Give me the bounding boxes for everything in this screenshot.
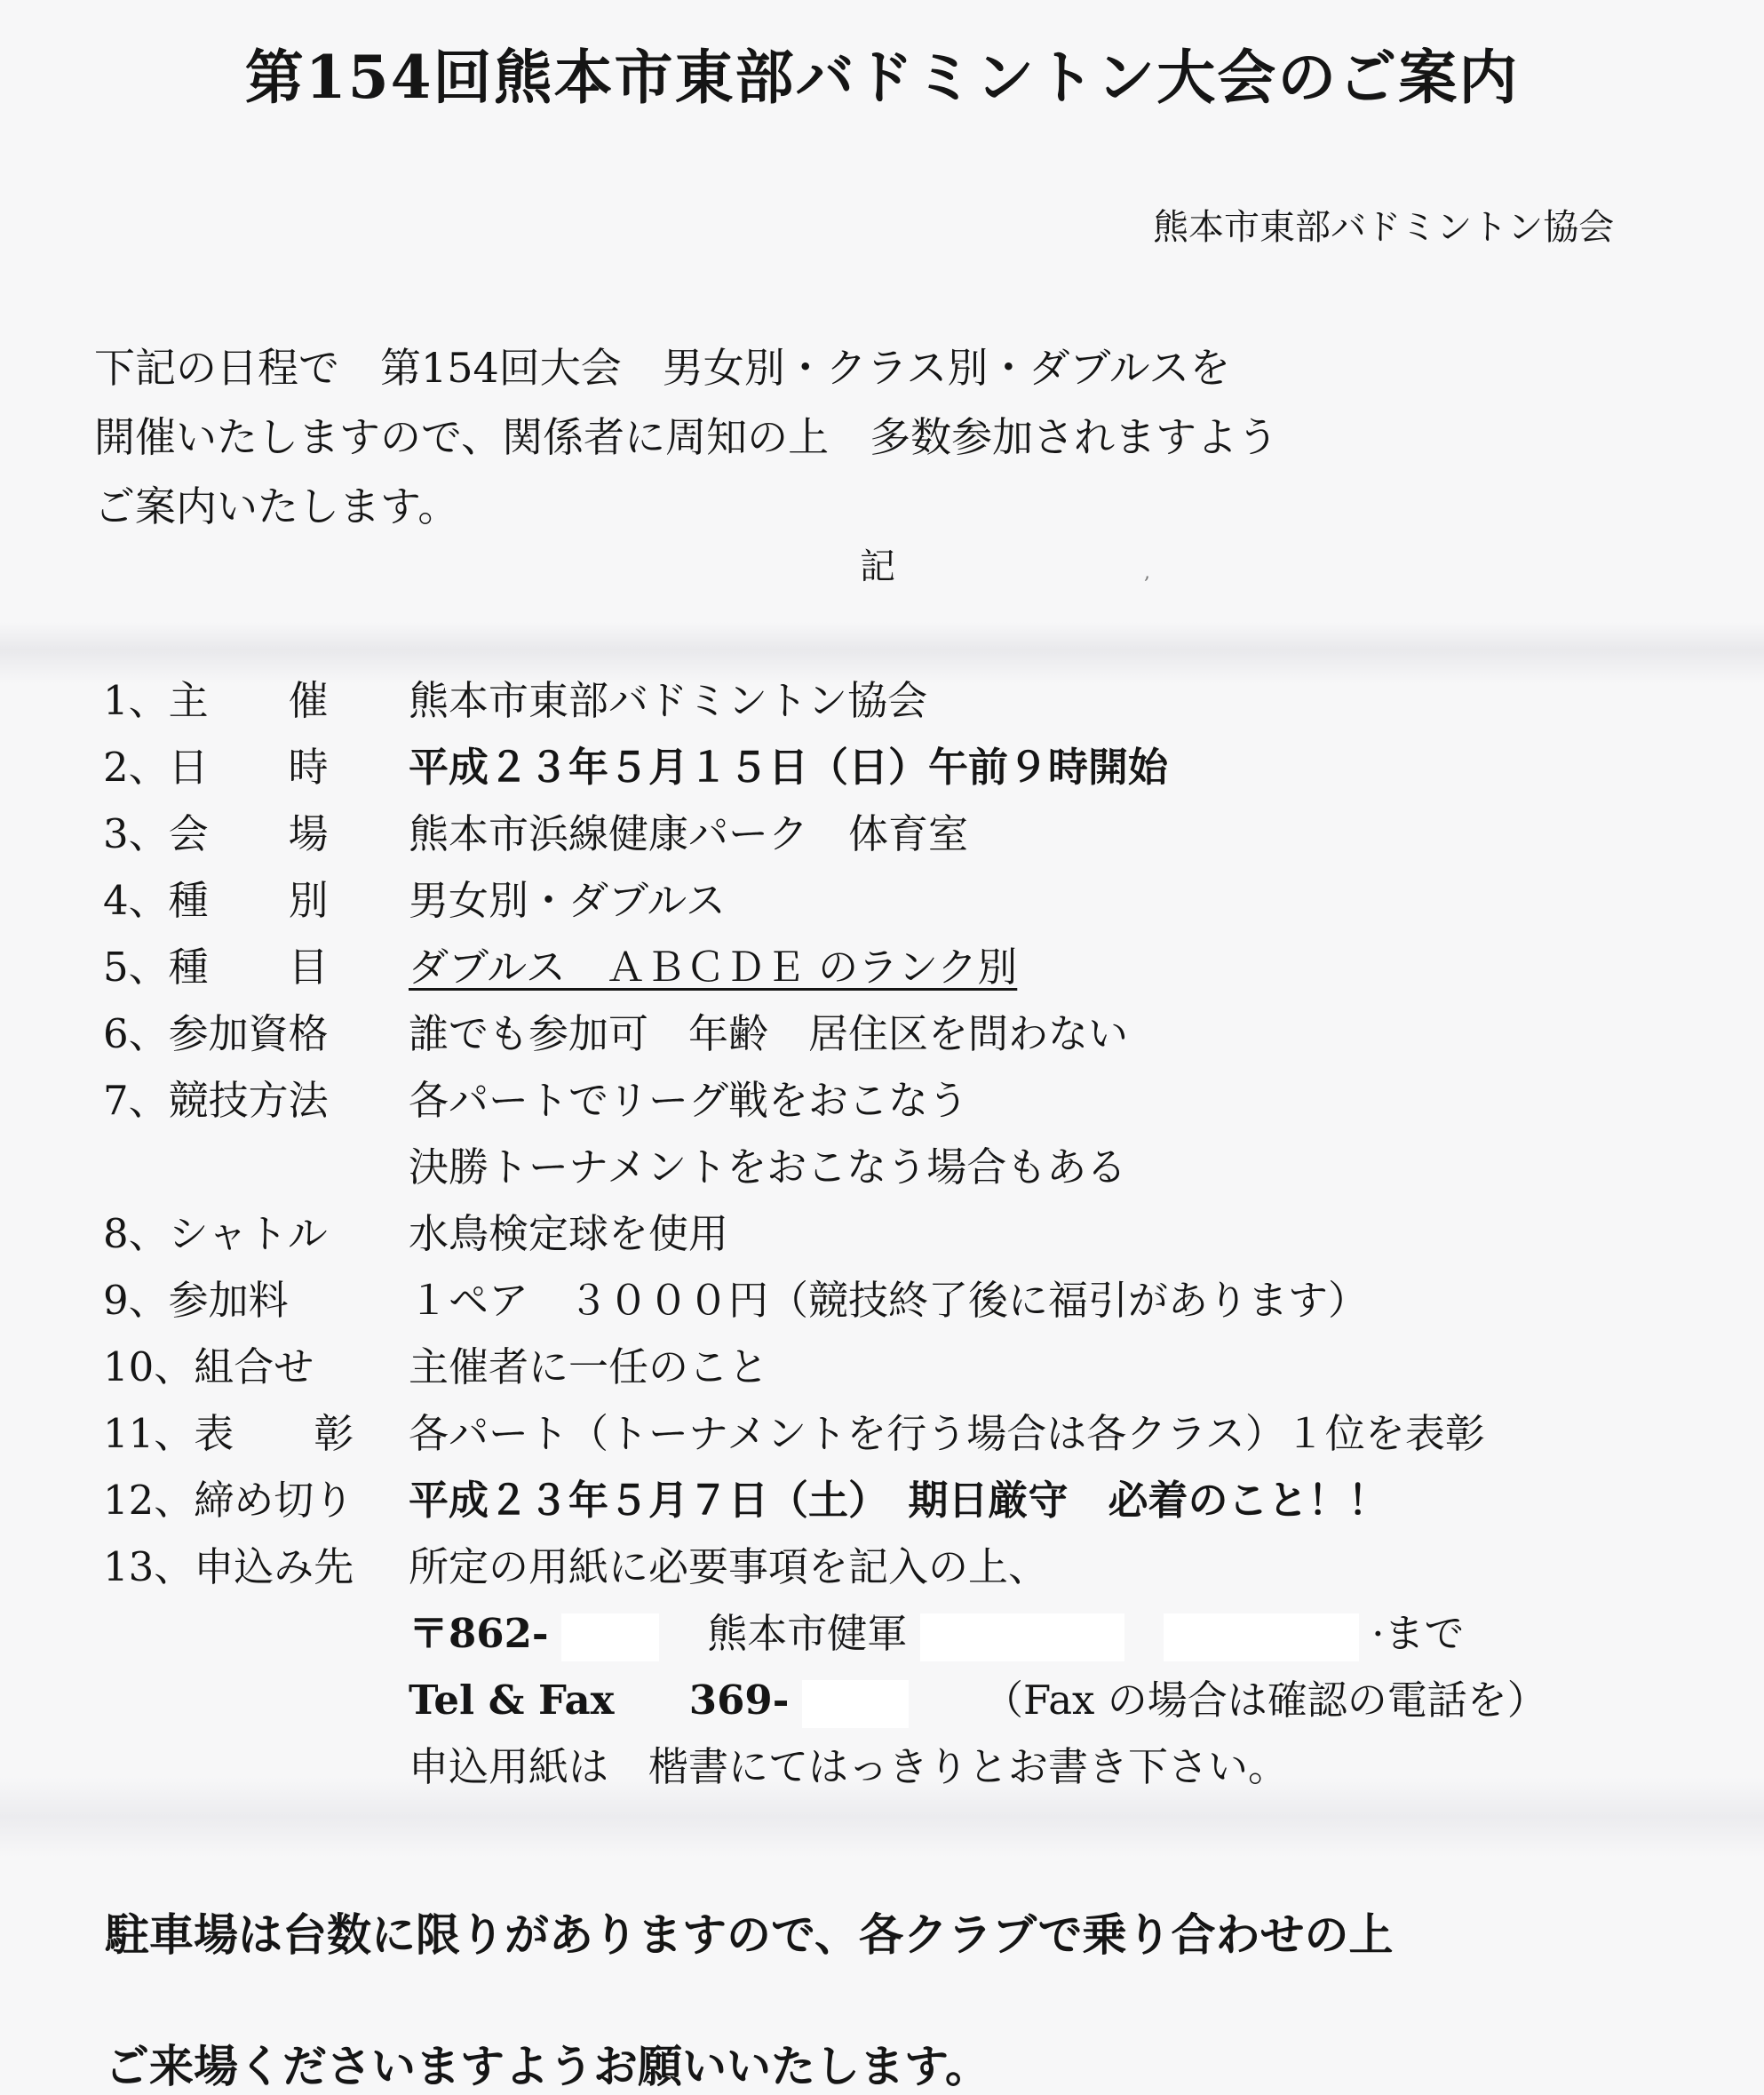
item-value: 男女別・ダブルス	[409, 877, 726, 924]
item-label: 8、シャトル	[103, 1210, 328, 1257]
redacted-block	[802, 1680, 909, 1728]
intro-line: 開催いたしますので、関係者に周知の上 多数参加されますよう	[94, 413, 1279, 461]
item-label: 5、種 目	[103, 944, 329, 991]
item-value: 水鳥検定球を使用	[409, 1210, 729, 1257]
item-label: 2、日 時	[103, 744, 329, 791]
tel-prefix: 369-	[688, 1677, 790, 1724]
item-label: 6、参加資格	[103, 1010, 329, 1057]
list-item	[103, 1534, 1702, 1601]
item-value: 平成２３年５月７日（土） 期日厳守 必着のこと！！	[409, 1477, 1388, 1524]
item-value: 平成２３年５月１５日（日）午前９時開始	[409, 744, 1169, 791]
redacted-block	[561, 1613, 659, 1661]
address-suffix: ·まで	[1371, 1610, 1465, 1657]
item-label: 1、主 催	[103, 677, 329, 724]
address-city: 熊本市健軍	[707, 1610, 908, 1657]
item-label: 7、競技方法	[103, 1077, 329, 1124]
list-item	[103, 1468, 1702, 1534]
page-title: 第154回熊本市東部バドミントン大会のご案内	[244, 43, 1520, 112]
item-value: 各パートでリーグ戦をおこなう	[409, 1077, 969, 1124]
item-value: ダブルス ＡＢＣＤＥ のランク別	[409, 944, 1018, 991]
item-value: 各パート（トーナメントを行う場合は各クラス）１位を表彰	[409, 1410, 1485, 1457]
list-item	[103, 868, 1702, 935]
address-line	[103, 1601, 1702, 1668]
item-label: 3、会 場	[103, 810, 329, 857]
item-label: 13、申込み先	[103, 1543, 354, 1590]
intro-paragraph	[94, 333, 1278, 541]
list-item	[103, 801, 1702, 868]
list-item	[103, 1201, 1702, 1268]
item-value: 主催者に一任のこと	[409, 1343, 769, 1390]
organizer-name: 熊本市東部バドミントン協会	[1153, 207, 1615, 248]
item-value: 熊本市東部バドミントン協会	[409, 677, 928, 724]
list-item	[103, 1401, 1702, 1468]
redacted-block	[920, 1613, 1124, 1661]
item-label: 4、種 別	[103, 877, 329, 924]
redacted-block	[1164, 1613, 1359, 1661]
list-item	[103, 668, 1702, 735]
list-item	[103, 935, 1702, 1001]
tel-note: （Fax の場合は確認の電話を）	[983, 1677, 1547, 1724]
tel-label: Tel & Fax	[409, 1677, 615, 1724]
item-value: 熊本市浜線健康パーク 体育室	[409, 810, 969, 857]
list-item	[103, 1334, 1702, 1401]
tel-line	[103, 1668, 1702, 1734]
item-label: 11、表 彰	[103, 1410, 354, 1457]
intro-line: ご案内いたします。	[94, 482, 459, 530]
item-label: 10、組合せ	[103, 1343, 314, 1390]
closing-line: ご来場くださいますようお願いいたします。	[105, 2040, 989, 2092]
item-value: １ペア ３０００円（競技終了後に福引があります）	[409, 1277, 1369, 1324]
closing-line: 駐車場は台数に限りがありますので、各クラブで乗り合わせの上	[105, 1908, 1394, 1961]
ki-heading: 記	[860, 546, 895, 587]
item-label: 9、参加料	[103, 1277, 289, 1324]
intro-line: 下記の日程で 第154回大会 男女別・クラス別・ダブルスを	[94, 344, 1231, 392]
details-list	[103, 668, 1702, 1801]
list-item	[103, 1001, 1702, 1068]
list-item	[103, 1068, 1702, 1135]
form-note: 申込用紙は 楷書にてはっきりとお書き下さい。	[409, 1743, 1289, 1790]
scan-smudge-mark: ,	[1144, 562, 1150, 584]
list-item	[103, 735, 1702, 801]
form-note-line	[103, 1734, 1702, 1801]
item-value: 誰でも参加可 年齢 居住区を問わない	[409, 1010, 1129, 1057]
list-item	[103, 1268, 1702, 1334]
item-value: 所定の用紙に必要事項を記入の上、	[409, 1543, 1049, 1590]
item-label: 12、締め切り	[103, 1477, 354, 1524]
list-item-continuation	[103, 1135, 1702, 1201]
postal-code: 〒862-	[409, 1610, 549, 1657]
item-value: 決勝トーナメントをおこなう場合もある	[409, 1143, 1127, 1191]
